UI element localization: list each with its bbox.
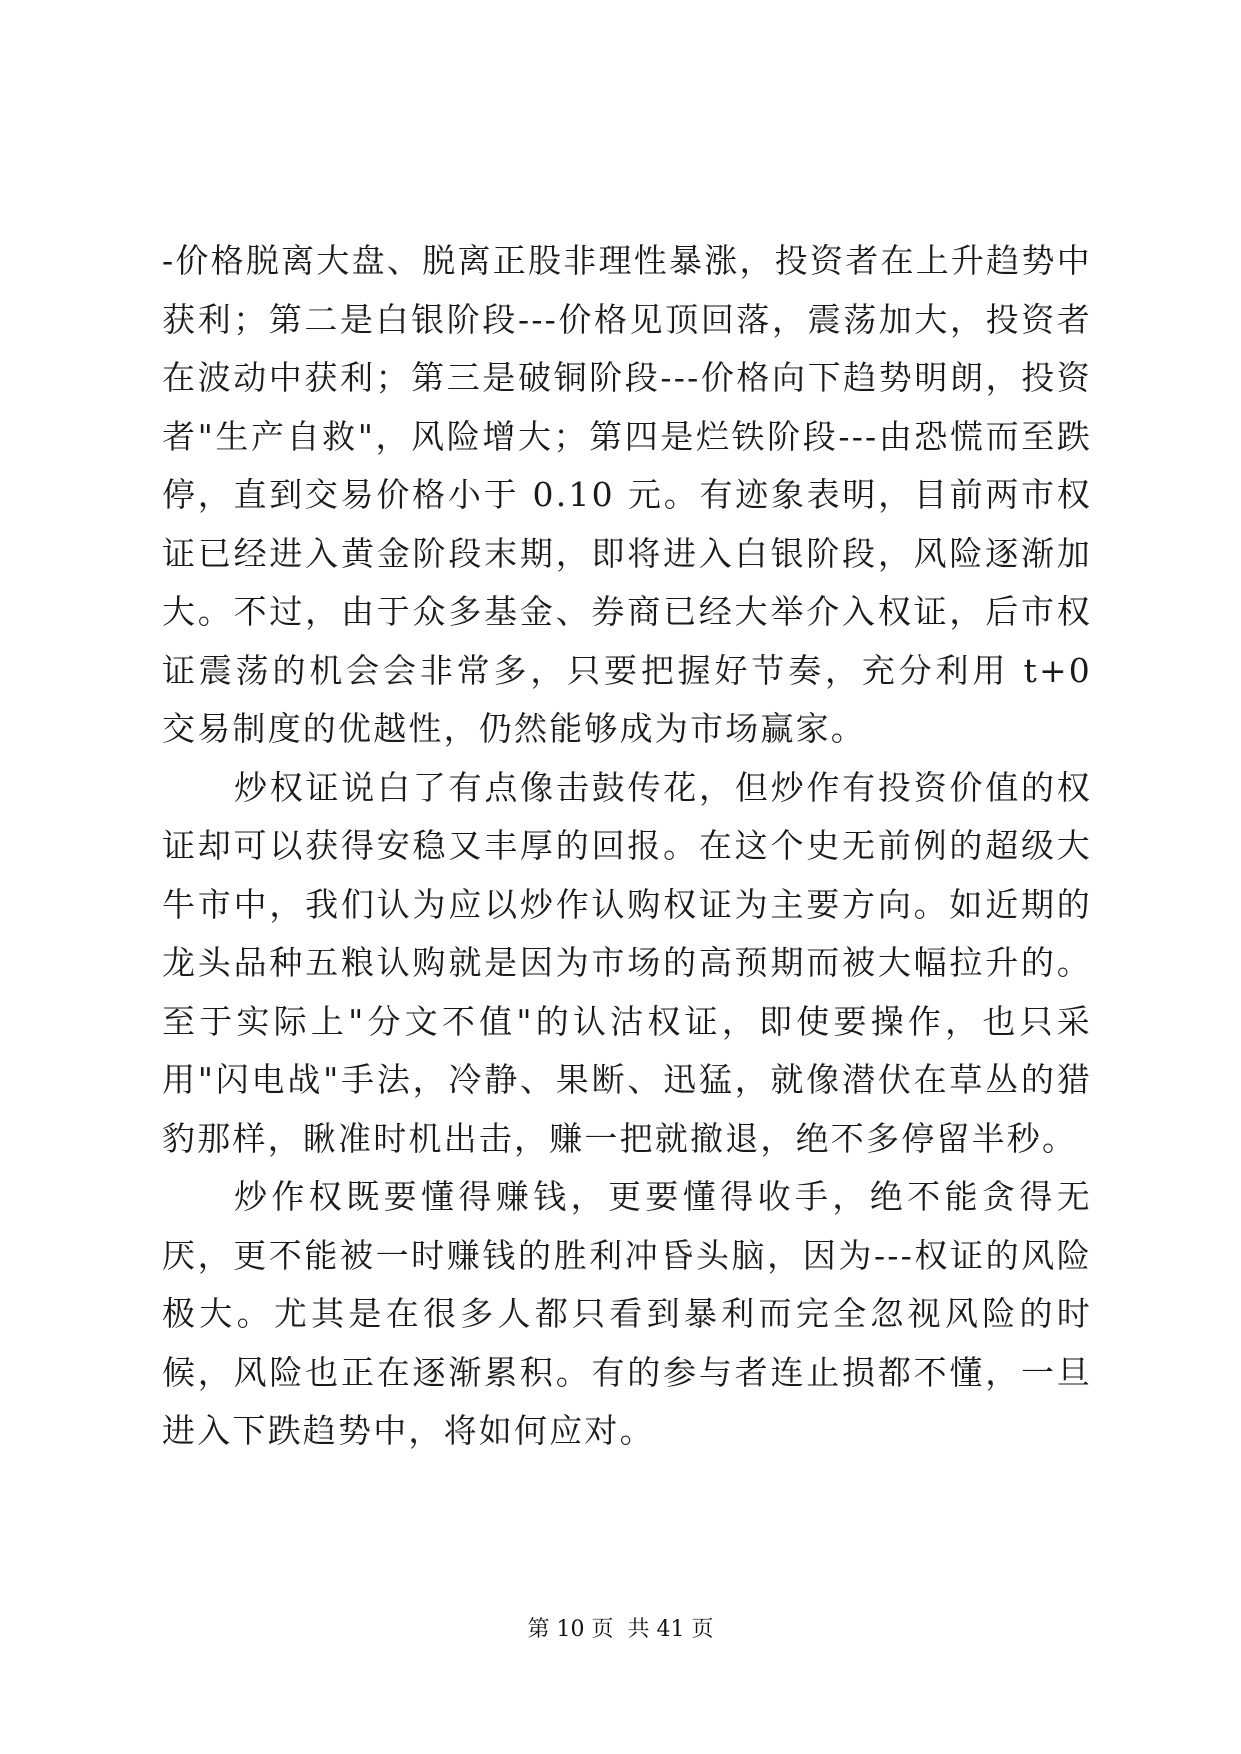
paragraph-continuation: -价格脱离大盘、脱离正股非理性暴涨，投资者在上升趋势中获利；第二是白银阶段---价格见顶回落，震荡加大，投资者在波动中获利；第三是破铜阶段---价格向下趋势明朗，投资者"生产自救"，风险增大；第四是烂铁阶段---由恐慌而至跌停，直到交易价格小于 0.10 元。有迹象表明，目前两市权证已经进入黄金阶段末期，即将进入白银阶段，风险逐渐加大。不过，由于众多基金、券商已经大举介入权证，后市权证震荡的机会会非常多，只要把握好节奏，充分利用 t+0 交易制度的优越性，仍然能够成为市场赢家。 [162,241,1092,748]
paragraph-risk-warning: 炒作权既要懂得赚钱，更要懂得收手，绝不能贪得无厌，更不能被一时赚钱的胜利冲昏头脑，因为---权证的风险极大。尤其是在很多人都只看到暴利而完全忽视风险的时候，风险也正在逐渐累积。有的参与者连止损都不懂，一旦进入下跌趋势中，将如何应对。 [162,1177,1092,1450]
paragraph-warrant-strategy: 炒权证说白了有点像击鼓传花，但炒作有投资价值的权证却可以获得安稳又丰厚的回报。在这个史无前例的超级大牛市中，我们认为应以炒作认购权证为主要方向。如近期的龙头品种五粮认购就是因为市场的高预期而被大幅拉升的。至于实际上"分文不值"的认沽权证，即使要操作，也只采用"闪电战"手法，冷静、果断、迅猛，就像潜伏在草丛的猎豹那样，瞅准时机出击，赚一把就撤退，绝不多停留半秒。 [162,767,1092,1158]
page-footer [0,1612,1241,1643]
document-body [162,232,1092,1461]
page-number-label: 第 10 页 共 41 页 [527,1617,714,1642]
